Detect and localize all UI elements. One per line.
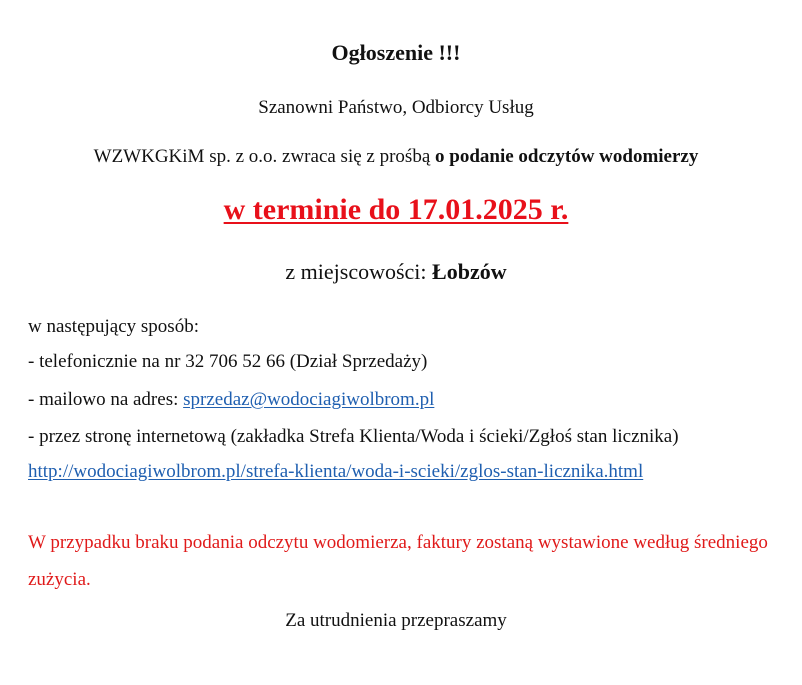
website-method: - przez stronę internetową (zakładka Strefa Klienta/Woda i ścieki/Zgłoś stan licznika) — [28, 426, 679, 447]
announcement-title: Ogłoszenie !!! — [331, 40, 461, 65]
methods-intro: w następujący sposób: — [28, 316, 199, 337]
request-line — [0, 146, 792, 168]
website-link[interactable]: http://wodociagiwolbrom.pl/strefa-klienta/woda-i-scieki/zglos-stan-licznika.html — [28, 461, 644, 482]
website-link-line — [28, 461, 643, 483]
phone-method: - telefonicznie na nr 32 706 52 66 (Dział Sprzedaży) — [28, 351, 428, 372]
request-prefix: WZWKGKiM sp. z o.o. zwraca się z prośbą — [93, 146, 436, 167]
closing-line: Za utrudnienia przepraszamy — [285, 610, 507, 631]
greeting-line: Szanowni Państwo, Odbiorcy Usług — [258, 97, 534, 118]
location-line — [0, 259, 792, 285]
location-name: Łobzów — [432, 259, 507, 284]
location-prefix: z miejscowości: — [285, 259, 433, 284]
request-bold: o podanie odczytów wodomierzy — [435, 146, 699, 167]
email-method — [28, 389, 434, 411]
email-link[interactable]: sprzedaz@wodociagiwolbrom.pl — [183, 389, 435, 410]
deadline-line: w terminie do 17.01.2025 r. — [223, 193, 569, 226]
email-prefix: - mailowo na adres: — [28, 389, 184, 410]
warning-notice: W przypadku braku podania odczytu wodomierza, faktury zostaną wystawione według średniego zużycia. — [28, 532, 768, 590]
